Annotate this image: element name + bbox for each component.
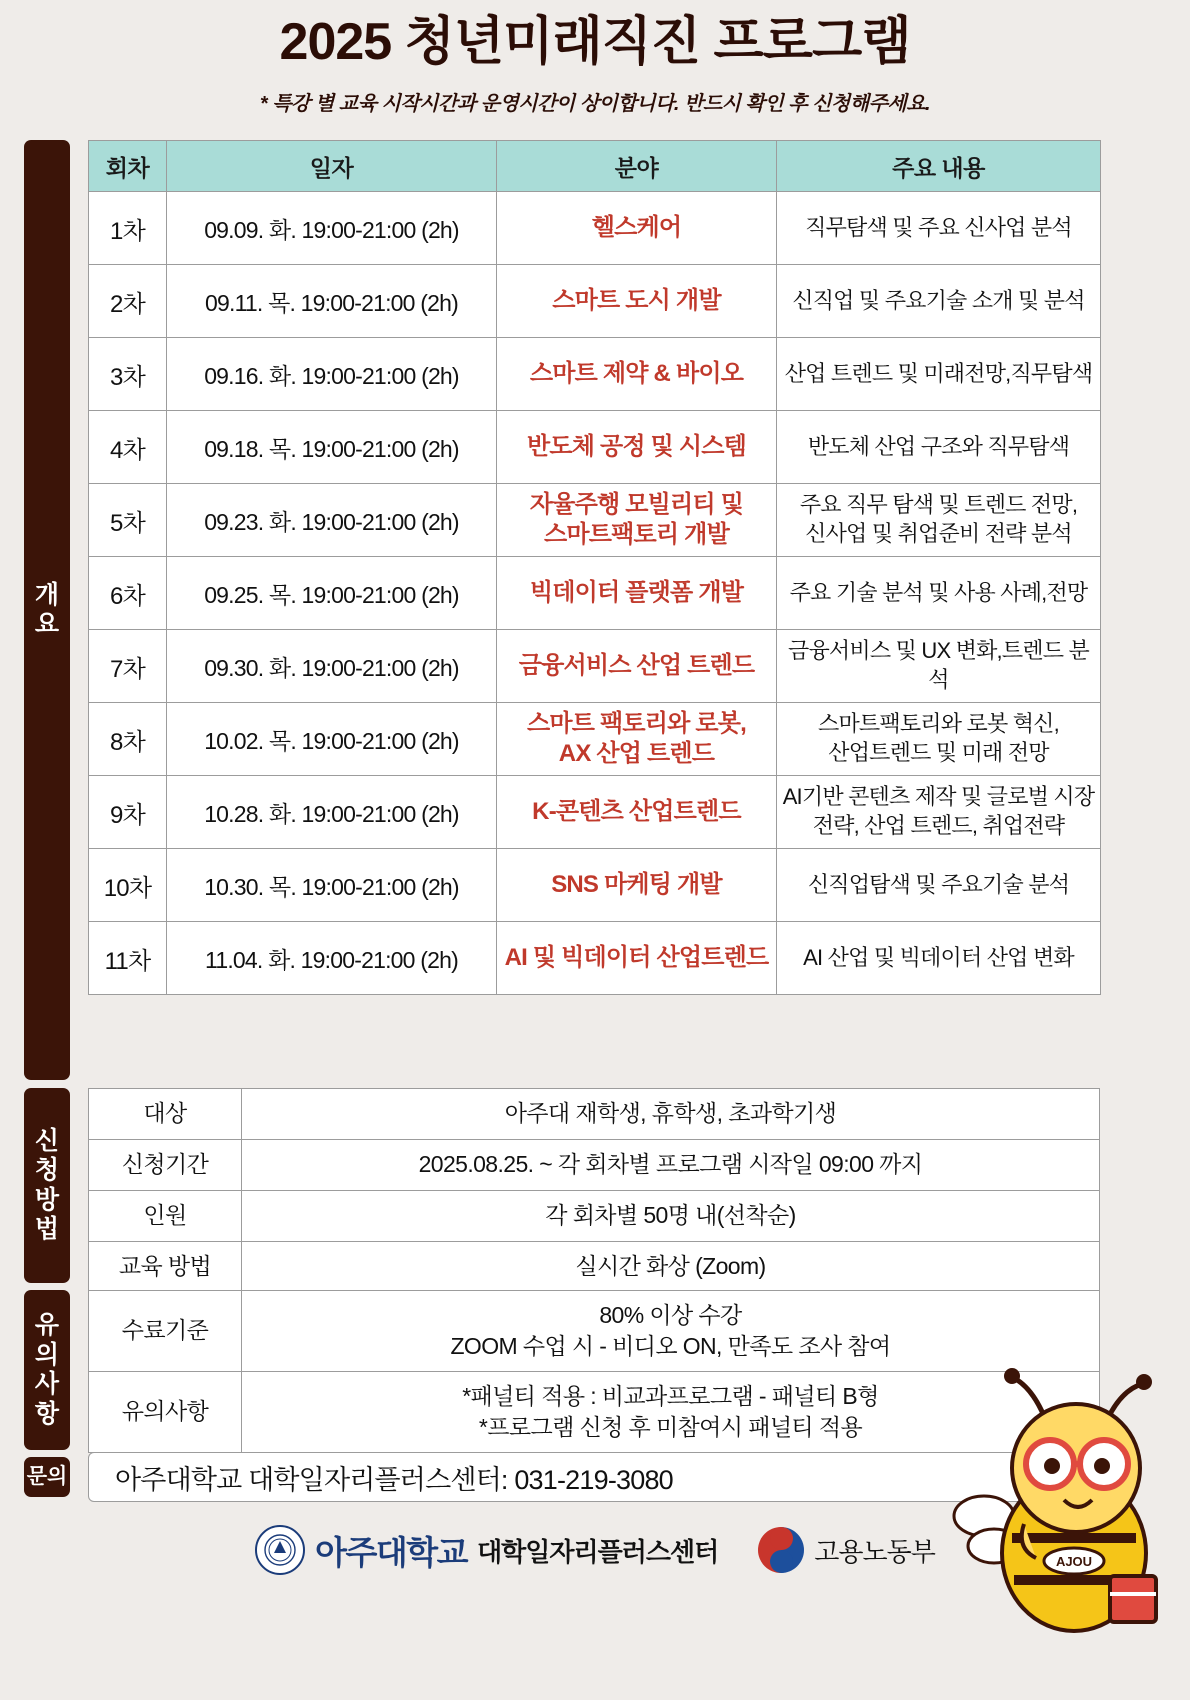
schedule-cell-field: 스마트 도시 개발 [497, 265, 777, 338]
schedule-cell-no: 3차 [89, 338, 167, 411]
schedule-cell-desc: 주요 기술 분석 및 사용 사례,전망 [777, 557, 1101, 630]
schedule-cell-field: 스마트 제약 & 바이오 [497, 338, 777, 411]
notice_info-label: 수료기준 [89, 1291, 242, 1372]
schedule-col-desc: 주요 내용 [777, 141, 1101, 192]
schedule-cell-field: AI 및 빅데이터 산업트렌드 [497, 922, 777, 995]
schedule-cell-field: 금융서비스 산업 트렌드 [497, 630, 777, 703]
schedule-cell-field: SNS 마케팅 개발 [497, 849, 777, 922]
footer-university-name: 아주대학교 [315, 1533, 468, 1571]
schedule-cell-field: 스마트 팩토리와 로봇, AX 산업 트렌드 [497, 703, 777, 776]
korea-government-icon [758, 1527, 804, 1573]
table-row [89, 703, 1101, 776]
tab-notice-char-2: 의 [34, 1340, 60, 1369]
schedule-cell-no: 4차 [89, 411, 167, 484]
schedule-cell-desc: 스마트팩토리와 로봇 혁신, 산업트렌드 및 미래 전망 [777, 703, 1101, 776]
bee-mascot-icon [932, 1348, 1172, 1648]
apply_info-label: 신청기간 [89, 1140, 242, 1191]
schedule-cell-date: 10.30. 목. 19:00-21:00 (2h) [167, 849, 497, 922]
table-row [89, 192, 1101, 265]
table-row [89, 1191, 1100, 1242]
section-tab-contact [24, 1457, 70, 1497]
schedule-cell-field: 자율주행 모빌리티 및 스마트팩토리 개발 [497, 484, 777, 557]
schedule-cell-desc: 신직업탐색 및 주요기술 분석 [777, 849, 1101, 922]
table-row [89, 630, 1101, 703]
notice_info-label: 유의사항 [89, 1372, 242, 1453]
schedule-cell-field: K-콘텐츠 산업트렌드 [497, 776, 777, 849]
tab-notice-char-1: 유 [34, 1311, 60, 1339]
apply_info-value: 아주대 재학생, 휴학생, 초과학기생 [242, 1089, 1100, 1140]
schedule-cell-date: 09.18. 목. 19:00-21:00 (2h) [167, 411, 497, 484]
schedule-cell-date: 10.02. 목. 19:00-21:00 (2h) [167, 703, 497, 776]
schedule-cell-desc: 반도체 산업 구조와 직무탐색 [777, 411, 1101, 484]
table-row [89, 1140, 1100, 1191]
schedule-cell-no: 5차 [89, 484, 167, 557]
table-row [89, 1242, 1100, 1293]
apply_info-label: 인원 [89, 1191, 242, 1242]
schedule-cell-no: 1차 [89, 192, 167, 265]
svg-text:AJOU: AJOU [1055, 1554, 1093, 1569]
schedule-cell-date: 09.16. 화. 19:00-21:00 (2h) [167, 338, 497, 411]
tab-overview-char-1: 개 [34, 580, 60, 609]
section-tab-apply-method [24, 1088, 70, 1283]
page-subtitle: * 특강 별 교육 시작시간과 운영시간이 상이합니다. 반드시 확인 후 신청해주세요. [259, 93, 931, 116]
table-row [89, 338, 1101, 411]
footer-center-name: 대학일자리플러스센터 [477, 1536, 719, 1567]
schedule-cell-field: 반도체 공정 및 시스템 [497, 411, 777, 484]
tab-notice-char-3: 사 [34, 1370, 60, 1398]
apply_info-value: 실시간 화상 (Zoom) [242, 1242, 1100, 1293]
tab-apply-char-4: 법 [34, 1215, 60, 1243]
schedule-col-no: 회차 [89, 141, 167, 192]
schedule-cell-no: 7차 [89, 630, 167, 703]
apply_info-label: 교육 방법 [89, 1242, 242, 1293]
schedule-cell-desc: 금융서비스 및 UX 변화,트렌드 분석 [777, 630, 1101, 703]
schedule-table-wrap [88, 140, 1100, 995]
apply-info-table [88, 1088, 1100, 1293]
schedule-cell-field: 빅데이터 플랫폼 개발 [497, 557, 777, 630]
ajou-seal-icon [255, 1525, 305, 1575]
schedule-cell-no: 6차 [89, 557, 167, 630]
contact-text: 아주대학교 대학일자리플러스센터: 031-219-3080 [115, 1464, 673, 1495]
table-row [89, 411, 1101, 484]
schedule-cell-no: 2차 [89, 265, 167, 338]
schedule-cell-no: 8차 [89, 703, 167, 776]
apply-info-wrap [88, 1088, 1100, 1293]
tab-apply-char-2: 청 [34, 1156, 60, 1184]
schedule-cell-no: 9차 [89, 776, 167, 849]
ajou-logo-group [255, 1525, 718, 1575]
section-tab-notice [24, 1290, 70, 1450]
moel-logo-group [758, 1527, 935, 1573]
schedule-cell-date: 09.11. 목. 19:00-21:00 (2h) [167, 265, 497, 338]
schedule-cell-no: 10차 [89, 849, 167, 922]
apply_info-value: 2025.08.25. ~ 각 회차별 프로그램 시작일 09:00 까지 [242, 1140, 1100, 1191]
tab-overview-char-2: 요 [34, 610, 60, 638]
schedule-cell-date: 09.30. 화. 19:00-21:00 (2h) [167, 630, 497, 703]
schedule-cell-desc: 주요 직무 탐색 및 트렌드 전망, 신사업 및 취업준비 전략 분석 [777, 484, 1101, 557]
schedule-cell-date: 09.23. 화. 19:00-21:00 (2h) [167, 484, 497, 557]
tab-apply-char-3: 방 [34, 1185, 60, 1214]
schedule-cell-desc: 신직업 및 주요기술 소개 및 분석 [777, 265, 1101, 338]
tab-apply-char-1: 신 [34, 1126, 60, 1155]
schedule-cell-desc: 산업 트렌드 및 미래전망,직무탐색 [777, 338, 1101, 411]
notice_info-value: 80% 이상 수강 ZOOM 수업 시 - 비디오 ON, 만족도 조사 참여 [242, 1291, 1100, 1372]
schedule-table [88, 140, 1101, 995]
schedule-cell-no: 11차 [89, 922, 167, 995]
schedule-header-row [89, 141, 1101, 192]
table-row [89, 922, 1101, 995]
tab-notice-char-4: 항 [34, 1399, 60, 1428]
page-title: 2025 청년미래직진 프로그램 [279, 13, 911, 71]
table-row [89, 557, 1101, 630]
table-row [89, 776, 1101, 849]
schedule-cell-date: 11.04. 화. 19:00-21:00 (2h) [167, 922, 497, 995]
notice_info-value: *패널티 적용 : 비교과프로그램 - 패널티 B형 *프로그램 신청 후 미참여시 패널티 적용 [242, 1372, 1100, 1453]
schedule-cell-date: 09.09. 화. 19:00-21:00 (2h) [167, 192, 497, 265]
section-tab-overview [24, 140, 70, 1080]
table-row [89, 484, 1101, 557]
schedule-body [89, 192, 1101, 995]
schedule-cell-desc: AI기반 콘텐츠 제작 및 글로벌 시장 전략, 산업 트렌드, 취업전략 [777, 776, 1101, 849]
schedule-cell-desc: 직무탐색 및 주요 신사업 분석 [777, 192, 1101, 265]
apply_info-value: 각 회차별 50명 내(선착순) [242, 1191, 1100, 1242]
apply_info-label: 대상 [89, 1089, 242, 1140]
tab-contact-label: 문의 [26, 1464, 68, 1488]
table-row [89, 849, 1101, 922]
table-row [89, 265, 1101, 338]
schedule-col-date: 일자 [167, 141, 497, 192]
table-row [89, 1089, 1100, 1140]
schedule-cell-desc: AI 산업 및 빅데이터 산업 변화 [777, 922, 1101, 995]
schedule-cell-date: 09.25. 목. 19:00-21:00 (2h) [167, 557, 497, 630]
schedule-cell-field: 헬스케어 [497, 192, 777, 265]
footer-ministry-name: 고용노동부 [814, 1536, 935, 1567]
schedule-cell-date: 10.28. 화. 19:00-21:00 (2h) [167, 776, 497, 849]
schedule-col-field: 분야 [497, 141, 777, 192]
